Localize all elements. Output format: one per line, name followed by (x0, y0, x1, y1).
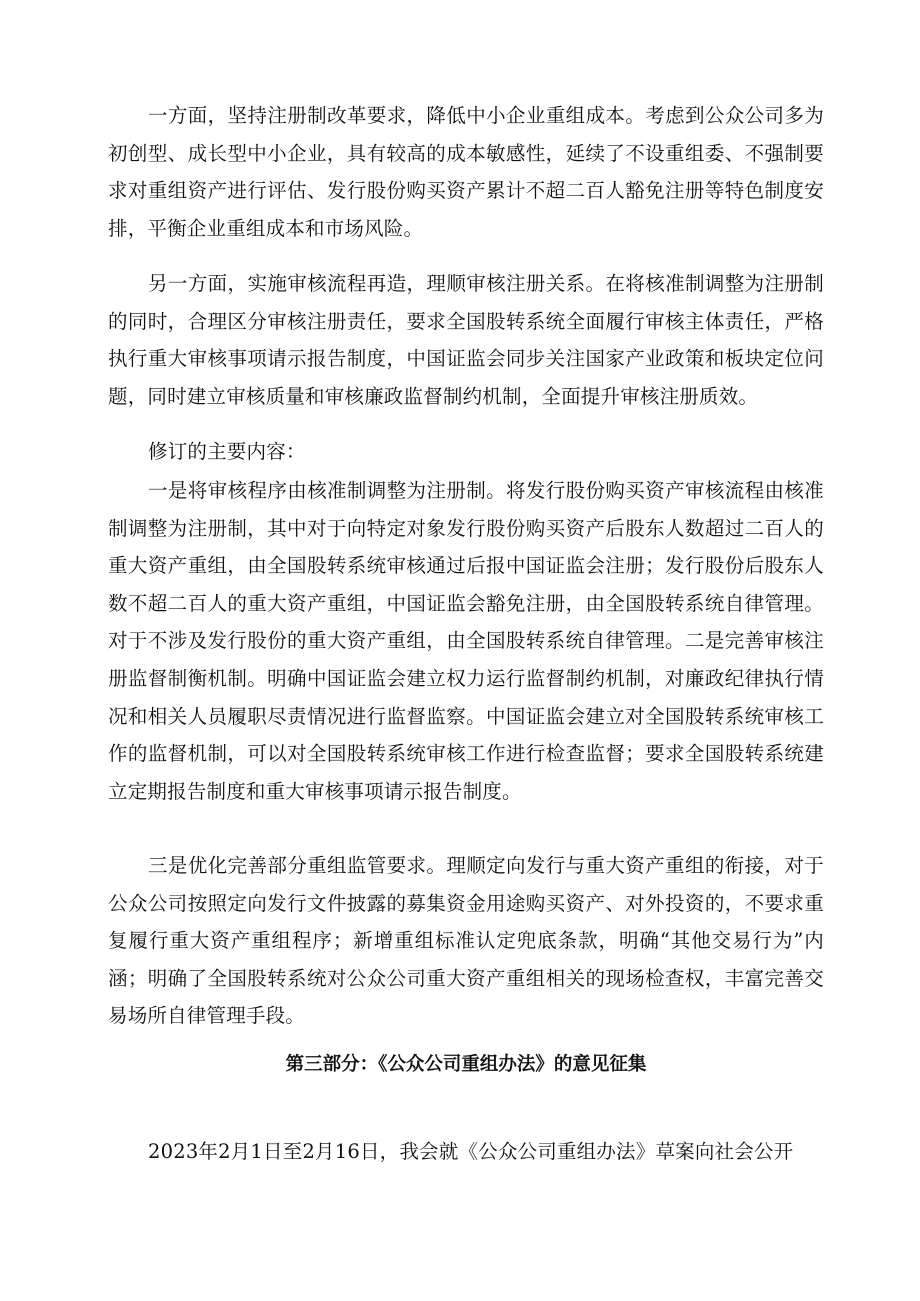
paragraph-one-hand: 一方面，坚持注册制改革要求，降低中小企业重组成本。考虑到公众公司多为初创型、成长型中小企业，具有较高的成本敏感性，延续了不设重组委、不强制要求对重组资产进行评估、发行股份购买资产累计不超二百人豁免注册等特色制度安排，平衡企业重组成本和市场风险。 (108, 104, 824, 240)
paragraph-main-content-intro: 修订的主要内容： (148, 440, 306, 463)
section-heading: 第三部分：《公众公司重组办法》的意见征集 (285, 1054, 647, 1075)
paragraph-consultation: 2023年2月1日至2月16日，我会就《公众公司重组办法》草案向社会公开 (148, 1140, 794, 1163)
paragraph-revision-points-one-two: 一是将审核程序由核准制调整为注册制。将发行股份购买资产审核流程由核准制调整为注册制，其中对于向特定对象发行股份购买资产后股东人数超过二百人的重大资产重组，由全国股转系统审核通过后报中国证监会注册；发行股份后股东人数不超二百人的重大资产重组，中国证监会豁免注册，由全国股转系统自律管理。对于不涉及发行股份的重大资产重组，由全国股转系统自律管理。二是完善审核注册监督制衡机制。明确中国证监会建立权力运行监督制约机制，对廉政纪律执行情况和相关人员履职尽责情况进行监督监察。中国证监会建立对全国股转系统审核工作的监督机制，可以对全国股转系统审核工作进行检查监督；要求全国股转系统建立定期报告制度和重大审核事项请示报告制度。 (108, 479, 824, 803)
paragraph-other-hand: 另一方面，实施审核流程再造，理顺审核注册关系。在将核准制调整为注册制的同时，合理区分审核注册责任，要求全国股转系统全面履行审核主体责任，严格执行重大审核事项请示报告制度，中国证监会同步关注国家产业政策和板块定位问题，同时建立审核质量和审核廉政监督制约机制，全面提升审核注册质效。 (108, 272, 824, 408)
paragraph-revision-point-three: 三是优化完善部分重组监管要求。理顺定向发行与重大资产重组的衔接，对于公众公司按照定向发行文件披露的募集资金用途购买资产、对外投资的，不要求重复履行重大资产重组程序；新增重组标准认定兜底条款，明确“其他交易行为”内涵；明确了全国股转系统对公众公司重大资产重组相关的现场检查权，丰富完善交易场所自律管理手段。 (108, 854, 824, 1028)
